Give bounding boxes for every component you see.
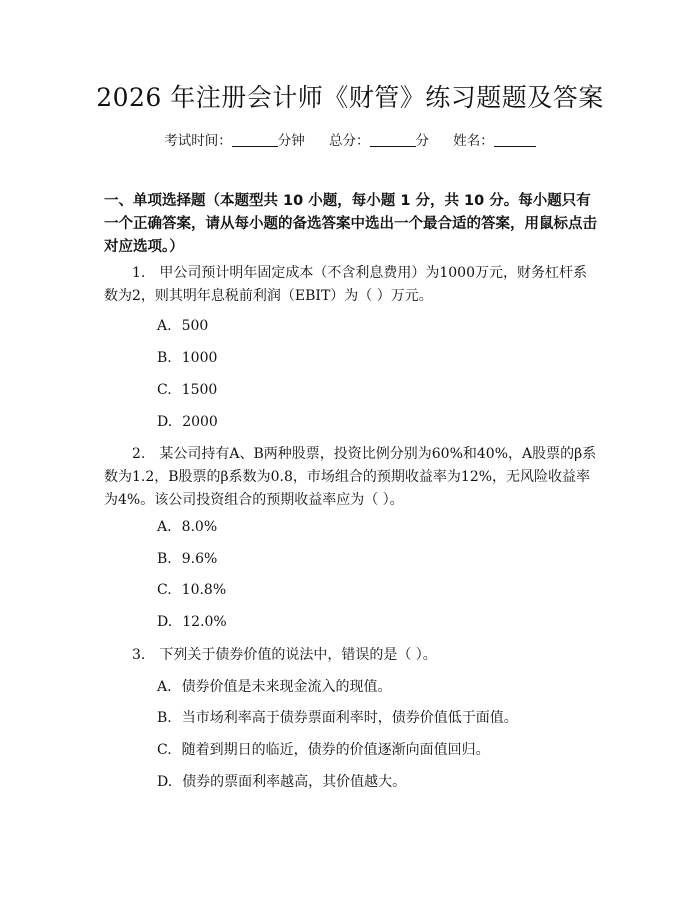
option-text: 1500 bbox=[181, 382, 218, 398]
exam-info-line bbox=[0, 131, 700, 151]
question-text: 下列关于债券价值的说法中，错误的是（ ）。 bbox=[159, 647, 437, 663]
option-letter: D. bbox=[157, 774, 173, 790]
page-title: 2026 年注册会计师《财管》练习题题及答案 bbox=[96, 83, 604, 112]
q1-option-d[interactable] bbox=[157, 412, 218, 432]
option-text: 9.6% bbox=[181, 551, 218, 567]
option-letter: B. bbox=[157, 710, 172, 726]
q2-option-c[interactable] bbox=[157, 580, 226, 600]
exam-time bbox=[164, 133, 309, 149]
student-name-label: 姓名： bbox=[453, 133, 494, 149]
q1-option-a[interactable] bbox=[157, 316, 208, 336]
option-text: 12.0% bbox=[182, 614, 227, 630]
question-3 bbox=[104, 644, 600, 667]
total-score bbox=[329, 133, 433, 149]
q3-option-c[interactable] bbox=[157, 740, 490, 760]
question-2 bbox=[104, 443, 600, 512]
student-name bbox=[453, 133, 536, 149]
q3-option-a[interactable] bbox=[157, 677, 392, 697]
question-number: 3. bbox=[132, 647, 146, 663]
option-letter: B. bbox=[157, 551, 172, 567]
option-text: 债券的票面利率越高，其价值越大。 bbox=[182, 774, 407, 790]
option-text: 2000 bbox=[182, 414, 218, 430]
q2-option-d[interactable] bbox=[157, 612, 227, 632]
option-letter: D. bbox=[157, 614, 173, 630]
exam-time-unit: 分钟 bbox=[277, 133, 305, 149]
option-letter: D. bbox=[157, 414, 173, 430]
option-text: 500 bbox=[181, 318, 209, 334]
question-1 bbox=[104, 262, 600, 308]
question-text: 甲公司预计明年固定成本（不含利息费用）为1000万元，财务杠杆系数为2，则其明年息税前利润（EBIT）为（ ）万元。 bbox=[104, 265, 587, 304]
option-letter: C. bbox=[157, 742, 172, 758]
option-letter: C. bbox=[157, 382, 172, 398]
q1-option-c[interactable] bbox=[157, 380, 217, 400]
option-letter: C. bbox=[157, 582, 172, 598]
total-score-unit: 分 bbox=[415, 133, 429, 149]
exam-time-label: 考试时间： bbox=[164, 133, 232, 149]
exam-time-blank bbox=[232, 133, 278, 147]
option-letter: A. bbox=[157, 679, 172, 695]
q2-option-b[interactable] bbox=[157, 549, 217, 569]
total-score-label: 总分： bbox=[329, 133, 370, 149]
question-text: 某公司持有A、B两种股票，投资比例分别为60%和40%，A股票的β系数为1.2，B股票的β系数为0.8，市场组合的预期收益率为12%，无风险收益率为4%。该公司投资组合的预期收益率应为（ ）。 bbox=[104, 446, 597, 508]
total-score-blank bbox=[370, 133, 416, 147]
q2-option-a[interactable] bbox=[157, 517, 217, 537]
option-text: 8.0% bbox=[181, 519, 218, 535]
question-number: 1. bbox=[132, 265, 146, 281]
q3-option-d[interactable] bbox=[157, 772, 406, 792]
option-letter: A. bbox=[157, 519, 172, 535]
option-text: 当市场利率高于债券票面利率时，债券价值低于面值。 bbox=[181, 710, 518, 726]
option-text: 10.8% bbox=[181, 582, 227, 598]
q1-option-b[interactable] bbox=[157, 348, 217, 368]
option-text: 1000 bbox=[181, 350, 218, 366]
section-heading: 一、单项选择题（本题型共 10 小题，每小题 1 分，共 10 分。每小题只有一个正确答案，请从每小题的备选答案中选出一个最合适的答案，用鼠标点击对应选项。） bbox=[104, 193, 597, 255]
option-text: 债券价值是未来现金流入的现值。 bbox=[181, 679, 392, 695]
q3-option-b[interactable] bbox=[157, 708, 518, 728]
question-number: 2. bbox=[132, 446, 146, 462]
option-letter: B. bbox=[157, 350, 172, 366]
student-name-blank bbox=[494, 133, 536, 147]
option-text: 随着到期日的临近，债券的价值逐渐向面值回归。 bbox=[181, 742, 490, 758]
option-letter: A. bbox=[157, 318, 172, 334]
